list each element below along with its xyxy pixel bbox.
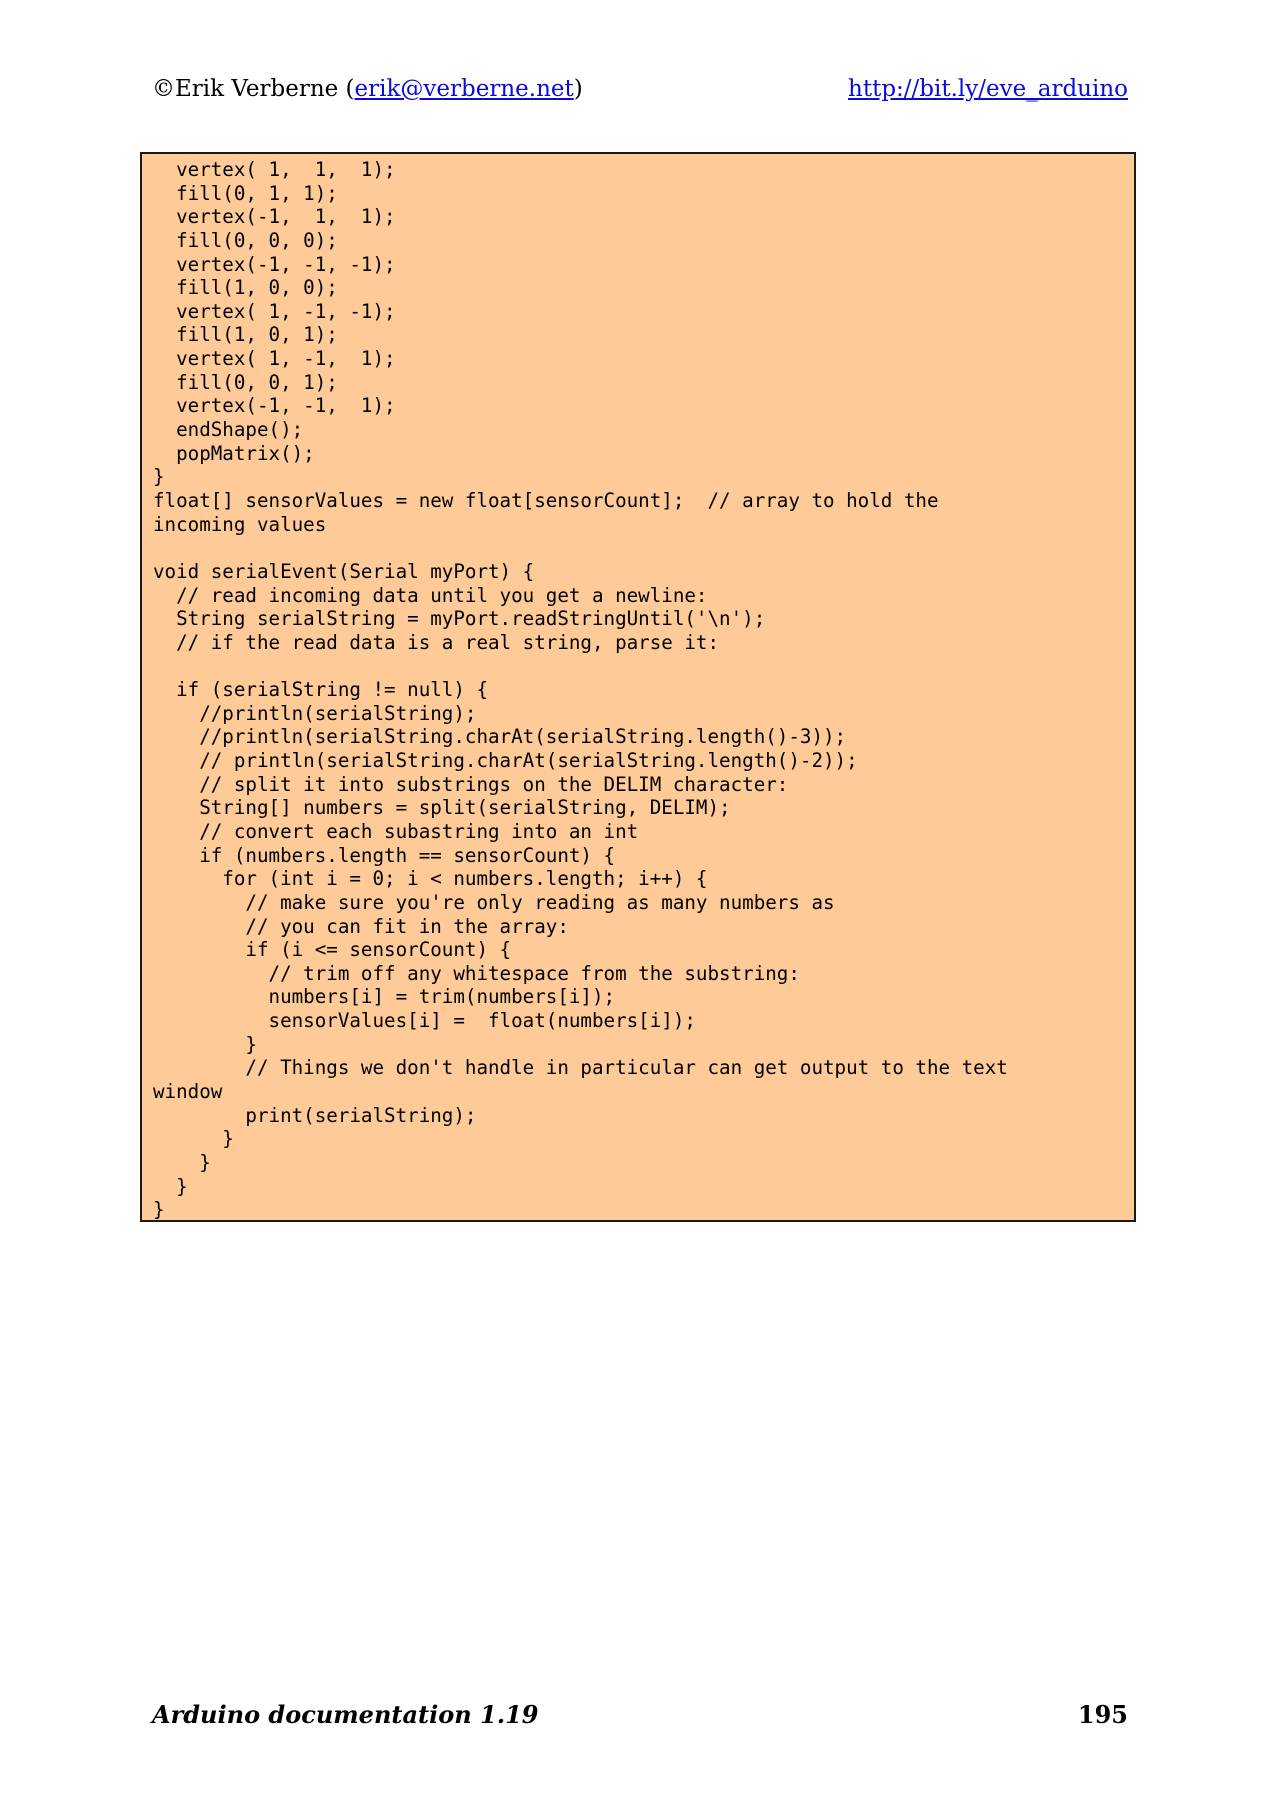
author-email-link[interactable]: erik@verberne.net — [354, 76, 574, 102]
code-line: if (serialString != null) { — [153, 678, 489, 702]
code-line: fill(0, 1, 1); — [153, 181, 338, 205]
header-copyright — [152, 76, 583, 102]
code-line: vertex(-1, -1, 1); — [153, 394, 396, 418]
code-line: } — [153, 1032, 257, 1056]
code-line — [153, 536, 1134, 560]
code-line: fill(1, 0, 1); — [153, 323, 338, 347]
header-url — [848, 76, 1128, 102]
document-title: Arduino documentation 1.19 — [152, 1700, 539, 1729]
code-line: vertex( 1, 1, 1); — [153, 158, 396, 181]
code-line: // Things we don't handle in particular can get output to the text — [153, 1056, 1008, 1080]
copyright-prefix: ©Erik Verberne ( — [152, 76, 355, 102]
code-line: // if the read data is a real string, parse it: — [153, 630, 720, 654]
code-line: } — [153, 1150, 211, 1174]
code-line: if (numbers.length == sensorCount) { — [153, 843, 616, 867]
code-line: vertex( 1, -1, 1); — [153, 347, 396, 371]
code-line: print(serialString); — [153, 1103, 477, 1127]
code-line: // you can fit in the array: — [153, 914, 569, 938]
code-line: //println(serialString); — [153, 701, 477, 725]
website-link[interactable]: http://bit.ly/eve_arduino — [848, 76, 1128, 102]
code-line: incoming values — [153, 512, 327, 536]
page-header — [152, 76, 1128, 112]
code-line: void serialEvent(Serial myPort) { — [153, 559, 535, 583]
code-line: } — [153, 1198, 165, 1222]
code-line: vertex( 1, -1, -1); — [153, 299, 396, 323]
code-line: window — [153, 1079, 223, 1103]
code-line — [153, 654, 1134, 678]
code-line: vertex(-1, -1, -1); — [153, 252, 396, 276]
code-line: // make sure you're only reading as many numbers as — [153, 890, 835, 914]
code-line: if (i <= sensorCount) { — [153, 938, 512, 962]
code-line: popMatrix(); — [153, 441, 315, 465]
code-line: for (int i = 0; i < numbers.length; i++) { — [153, 867, 708, 891]
code-line: } — [153, 1127, 234, 1151]
code-line: } — [153, 1174, 188, 1198]
code-line: endShape(); — [153, 418, 304, 442]
code-line: // trim off any whitespace from the substring: — [153, 961, 800, 985]
code-block — [140, 152, 1136, 1222]
code-line: vertex(-1, 1, 1); — [153, 205, 396, 229]
code-line: String serialString = myPort.readStringUntil('\n'); — [153, 607, 766, 631]
page-footer — [152, 1700, 1128, 1736]
code-line: sensorValues[i] = float(numbers[i]); — [153, 1009, 696, 1033]
code-line: numbers[i] = trim(numbers[i]); — [153, 985, 616, 1009]
copyright-suffix: ) — [573, 76, 583, 102]
code-line: fill(0, 0, 0); — [153, 228, 338, 252]
code-line: fill(0, 0, 1); — [153, 370, 338, 394]
code-line: // println(serialString.charAt(serialString.length()-2)); — [153, 749, 858, 773]
code-line: // read incoming data until you get a newline: — [153, 583, 708, 607]
code-line: // split it into substrings on the DELIM character: — [153, 772, 789, 796]
code-line: String[] numbers = split(serialString, DELIM); — [153, 796, 731, 820]
code-line: // convert each subastring into an int — [153, 819, 639, 843]
page-number: 195 — [1077, 1700, 1128, 1729]
code-line: float[] sensorValues = new float[sensorCount]; // array to hold the — [153, 488, 939, 512]
code-line: //println(serialString.charAt(serialString.length()-3)); — [153, 725, 847, 749]
code-line: } — [153, 465, 165, 489]
code-line: fill(1, 0, 0); — [153, 276, 338, 300]
